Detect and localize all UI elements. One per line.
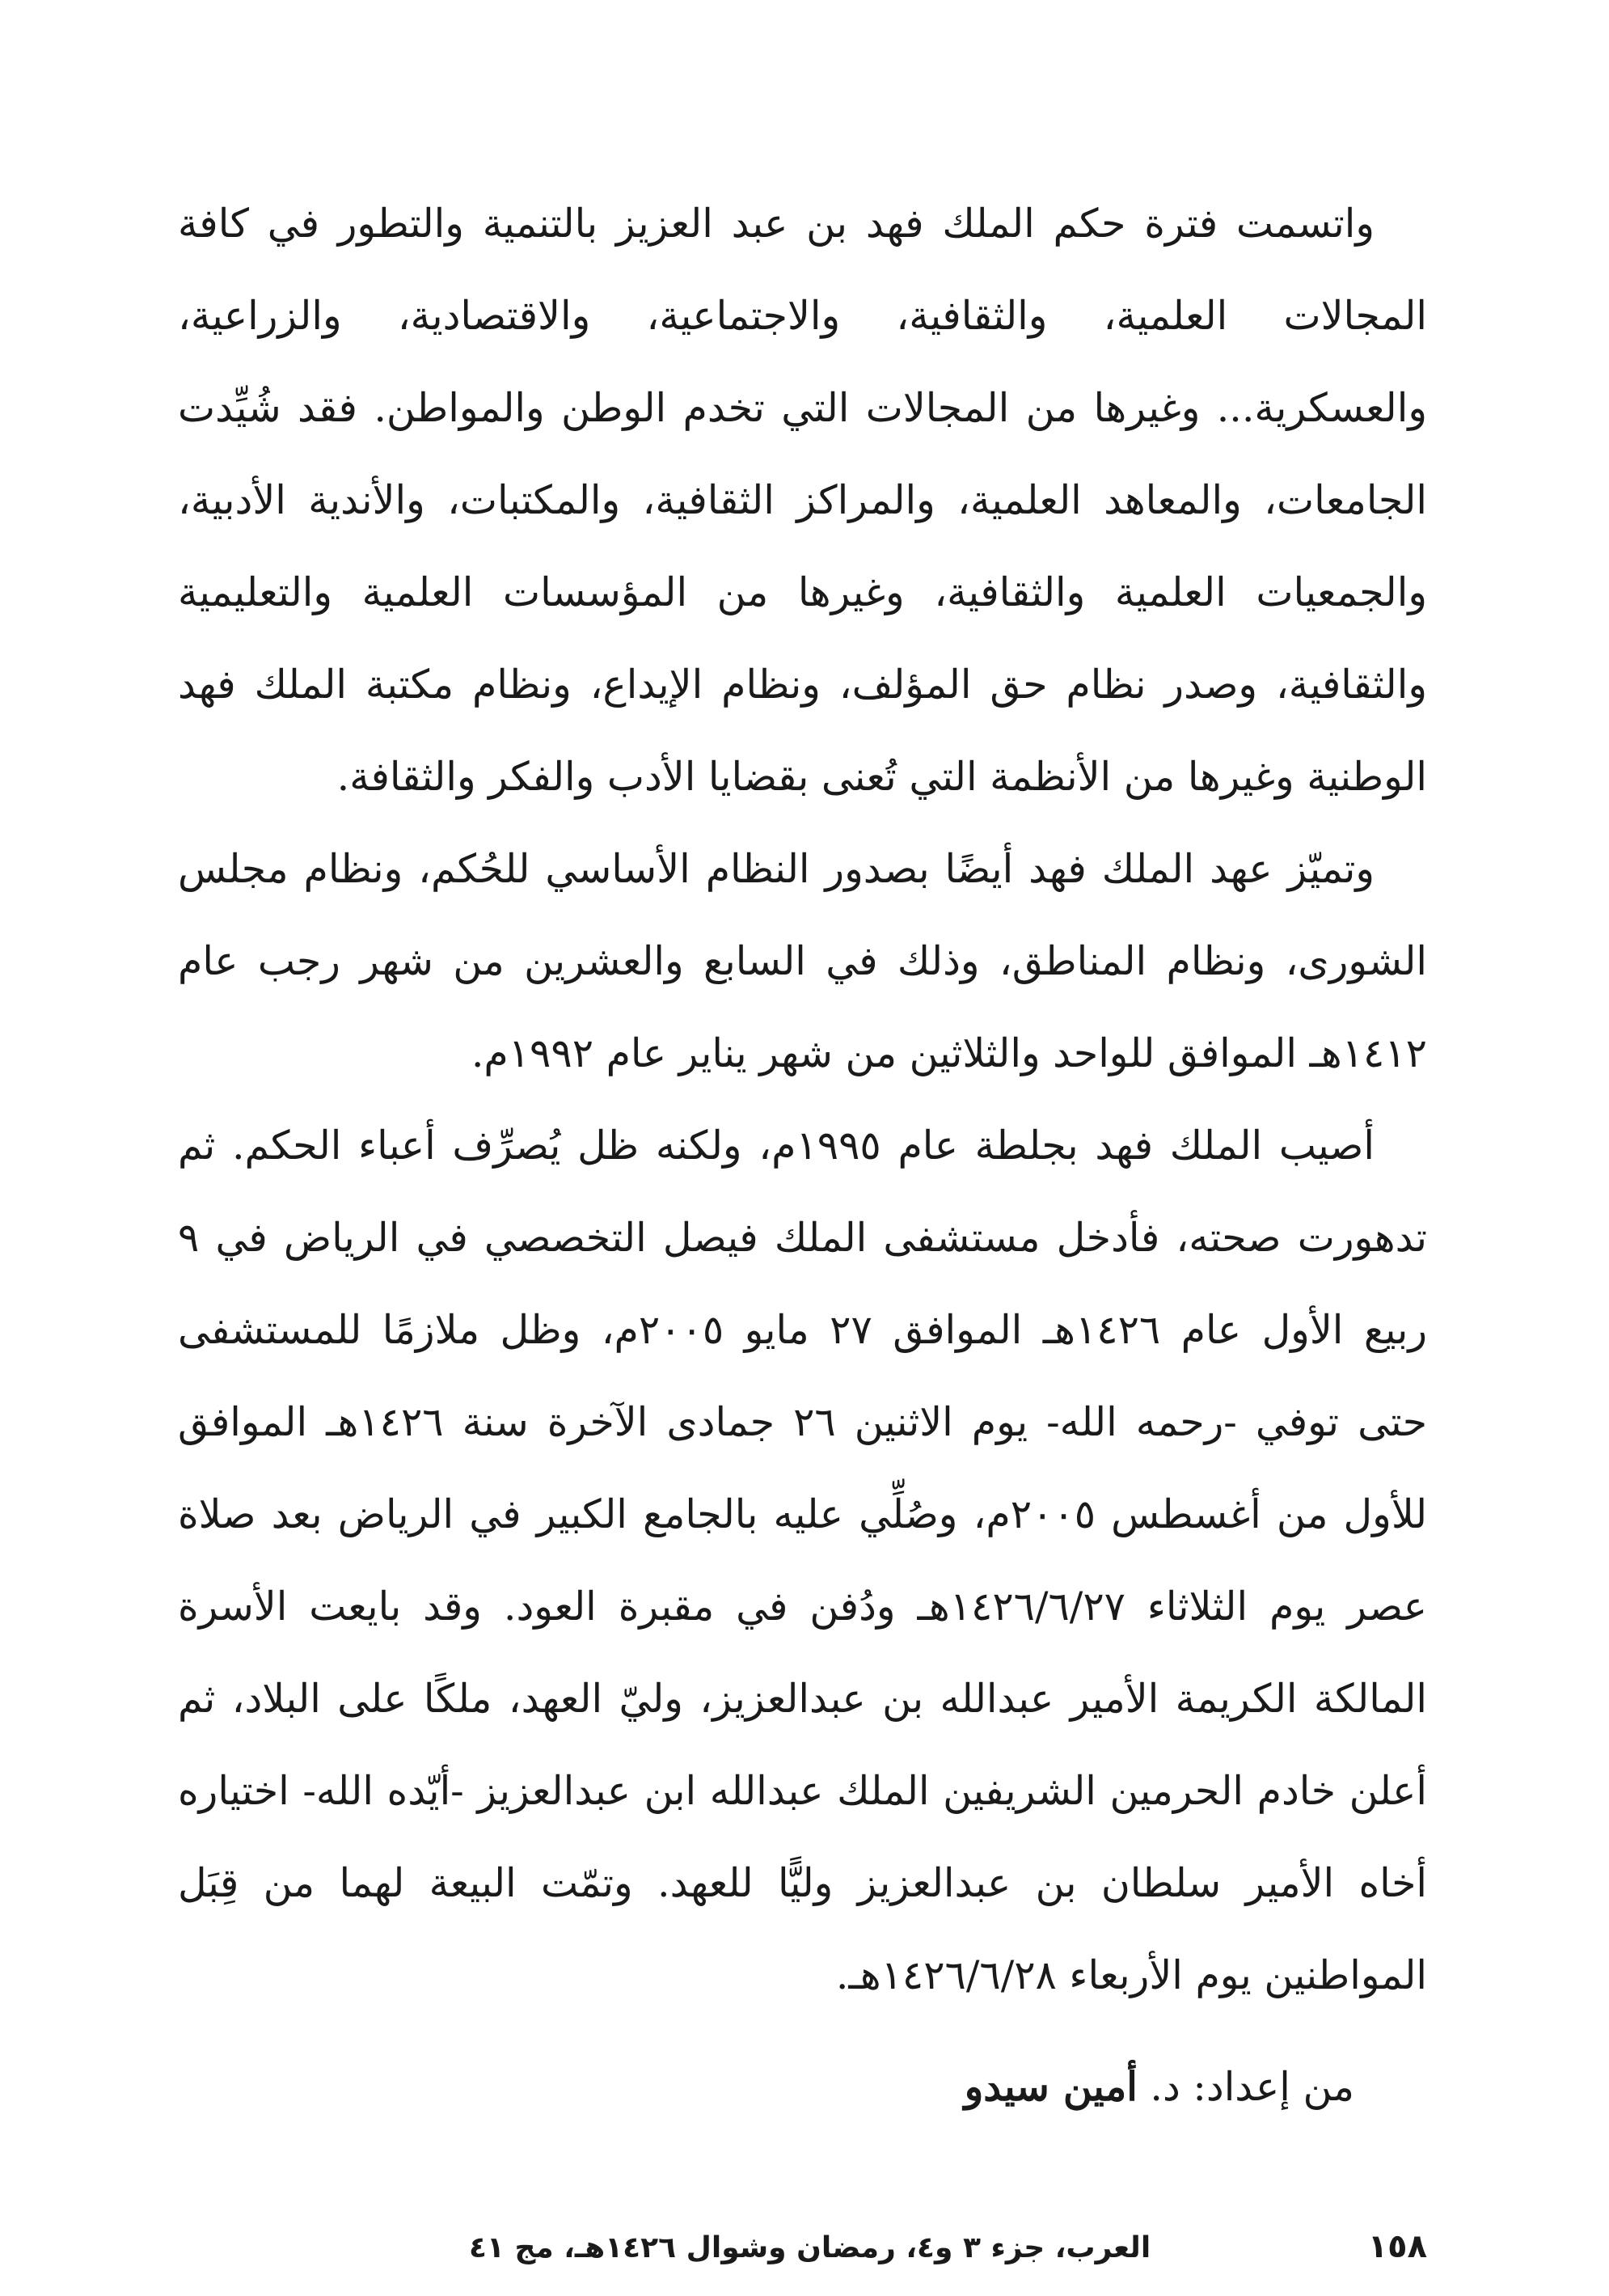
page-number: ١٥٨ (1367, 2228, 1427, 2265)
paragraph-basic-law: وتميّز عهد الملك فهد أيضًا بصدور النظام الأساسي للحُكم، ونظام مجلس الشورى، ونظام المناطق، وذلك في السابع والعشرين من شهر رجب عام ١٤١٢هـ الموافق للواحد والثلاثين من شهر يناير عام ١٩٩٢م. (178, 846, 1427, 1076)
credit-prefix: من إعداد: د. (1150, 2064, 1354, 2110)
paragraph-reign-development: واتسمت فترة حكم الملك فهد بن عبد العزيز بالتنمية والتطور في كافة المجالات العلمية، والثقافية، والاجتماعية، والاقتصادية، والزراعية، والعسكرية... وغيرها من المجالات التي تخدم الوطن والمواطن. فقد شُيِّدت الجامعات، والمعاهد العلمية، والمراكز الثقافية، والمكتبات، والأندية الأدبية، والجمعيات العلمية والثقافية، وغيرها من المؤسسات العلمية والتعليمية والثقافية، وصدر نظام حق المؤلف، ونظام الإيداع، ونظام مكتبة الملك فهد الوطنية وغيرها من الأنظمة التي تُعنى بقضايا الأدب والفكر والثقافة. (178, 201, 1427, 800)
journal-info: العرب، جزء ٣ و٤، رمضان وشوال ١٤٢٦هـ، مج ٤١ (469, 2231, 1151, 2264)
article-body (178, 162, 1427, 2128)
page-footer (469, 2228, 1427, 2265)
credit-author: أمين سيدو (964, 2063, 1138, 2110)
author-credit (178, 2046, 1427, 2128)
paragraph-illness-death: أصيب الملك فهد بجلطة عام ١٩٩٥م، ولكنه ظل يُصرِّف أعباء الحكم. ثم تدهورت صحته، فأدخل مستشفى الملك فيصل التخصصي في الرياض في ٩ ربيع الأول عام ١٤٢٦هـ الموافق ٢٧ مايو ٢٠٠٥م، وظل ملازمًا للمستشفى حتى توفي -رحمه الله- يوم الاثنين ٢٦ جمادى الآخرة سنة ١٤٢٦هـ الموافق للأول من أغسطس ٢٠٠٥م، وصُلِّي عليه بالجامع الكبير في الرياض بعد صلاة عصر يوم الثلاثاء ١٤٢٦/٦/٢٧هـ ودُفن في مقبرة العود. وقد بايعت الأسرة المالكة الكريمة الأمير عبدالله بن عبدالعزيز، وليّ العهد، ملكًا على البلاد، ثم أعلن خادم الحرمين الشريفين الملك عبدالله ابن عبدالعزيز -أيّده الله- اختياره أخاه الأمير سلطان بن عبدالعزيز وليًّا للعهد. وتمّت البيعة لهما من قِبَل المواطنين يوم الأربعاء ١٤٢٦/٦/٢٨هـ. (178, 1123, 1428, 1998)
